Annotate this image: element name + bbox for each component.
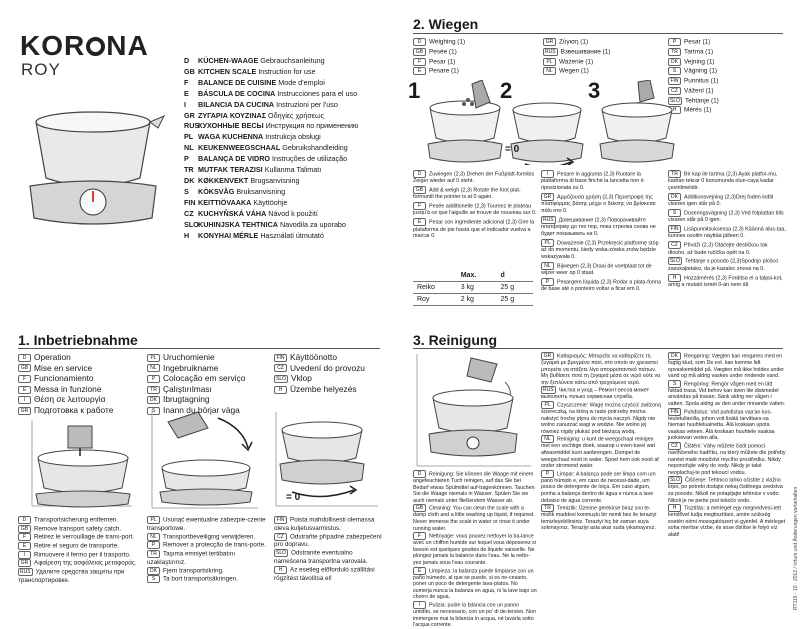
lang-row: CZ KUCHYŇSKÁ VÁHA Návod k použití [184,208,318,218]
lang-row: GB KITCHEN SCALE Instruction for use [184,66,316,76]
list-item: P Pesar (1) [668,38,783,47]
paragraph: DK Additionsvejning (2,3)Drej foden indtil viseren igen står på 0. [668,193,774,208]
list-item: PL Uruchomienie [147,352,245,363]
zero-label: = 0 [505,144,520,155]
logo-o-ring [86,37,105,56]
lang-row: H KONYHAI MÉRLE Használati útmutató [184,230,324,240]
paragraph: RUS Довешивание (2,3) Поворачивайте платформу до тех пор, пока стрелка снова не будет показывать на 0. [541,216,656,238]
operation-list-c [274,352,365,394]
paragraph: E Pesar con ingrediente adicional (2,3) Gire la plataforma de pie hasta que el indicador vuelva a marcar 0. [413,219,535,240]
paragraph: TR Taşıma emniyet tertibatını uzaklaştırınız. [147,550,236,566]
list-item: CZ Uvedení do provozu [274,363,365,374]
list-item: E Messa in funzione [18,384,113,395]
list-item: S Vägning (1) [668,67,783,76]
list-item: FIN Punnitus (1) [668,77,783,86]
list-item: NL Wegen (1) [543,67,663,76]
paragraph: S Doseringsvägning (2,3) Vrid fotplattan tills visaren står på 0 igen. [668,210,784,224]
paragraph: I Rimuovere il fermo per il trasporto. [18,551,140,560]
transport-catch-figure [28,418,138,510]
list-item: PL Ważenie (1) [543,58,663,67]
operation-notes-a [18,516,140,585]
paragraph: F Pesée additionelle (2,3) Tournez le plateau jusqu'à ce que l'aiguille se trouve de nouveau sur 0. [413,203,537,217]
list-item: S Inann du börjar väga [147,405,245,416]
list-item: E Pesare (1) [413,67,538,76]
paragraph: NL Transportbeveiliging verwijderen. [147,533,269,542]
paragraph: SLO Tehtanje s posodo (2,3)Spodnjo plošco zasukajtetako, da je kazalec znova na 0. [668,258,779,272]
list-item: D Operation [18,352,113,363]
paragraph: CZ Čištění: Váhy můžete čistit pomocí navlhčeného hadříku, na který můžete dle potřeby nanést malé množství mycího prostředku. Nikdy neponořujte váhy do vody. Nikdy je také neoplachuj-te pod tekoucí vodou. [668,442,786,476]
section-2-title: 2. Wiegen [413,16,479,32]
list-item: D Weighing (1) [413,38,538,47]
paragraph: D Transportsicherung entfernen. [18,516,140,525]
divider [413,348,783,349]
list-item: GR Ζύγιση (1) [543,38,663,47]
step-number-3: 3 [588,78,601,103]
paragraph: E Limpieza: la balanza puede limpiarse con un paño húmedo, al que se puede, si es ne-cesario, poner un poco de detergente lava-platos. No sumerja nunca la balanza en agua, ni la lave bajo un chorro de agua. [413,567,537,601]
weighing-list-a [413,38,538,77]
operation-list-b [147,352,245,416]
paragraph: SLO Odstranite eventualno namešcena transportna varovala. [274,550,368,566]
divider [413,33,783,34]
paragraph: TR Bir kap ile tartma (2,3) Ayak platfor-mu, kadran tekrar 0 konumunda olun-caya kadar çevirilmelidir. [668,171,778,192]
lang-row: D KÜCHEN-WAAGE Gebrauchsanleitung [184,56,325,65]
table-header: Max. d [413,270,533,282]
scale-illustration [18,90,168,232]
paragraph: GB Remove transport safety catch. [18,525,140,534]
paragraph: PL Usunąć ewentualne zabezpie-czenie transportowe. [147,516,266,532]
paragraph: PL Doważenie (2,3) Przekręcić platformę stóp aż do momentu, kiedy wska-zówka znów będzie wskazywała 0. [541,239,659,260]
paragraph: E Retire el seguro de transporte. [18,542,140,551]
lang-row: RUS КУХОННЫЕ ВЕСЫ Инструкция по применению [184,121,359,131]
paragraph: S Ta bort transportsäkringen. [147,575,269,584]
paragraph: I Pesare in aggiunta (2,3) Ruotare la piattaforma di base finché la lancetta non è riposizionata su 0. [541,171,644,192]
lang-row: P BALANÇA DE VIDRO Instruções de utilização [184,154,348,164]
cleaning-figure [413,352,535,470]
table-row: Reiko 3 kg 25 g [413,282,533,294]
list-item: DK Ibrugtagning [147,394,245,405]
list-item: I Θέση σε λειτουργία [18,394,113,405]
paragraph: P Limpar: A balança pode ser limpa com um pano húmido e, em caso de necessi-dade, um pouco de detergente de loiça. Em caso algum, ponha a balança dentro de água e nunca a lave debaixo de água corrente. [541,470,656,504]
paragraph: RUS Чистка и уход – Ремонт весов может выполнять только сервисная служба. [541,387,650,401]
lang-row: I BILANCIA DA CUCINA Instruzioni per l'uso [184,99,338,109]
cleaning-text-b [541,352,663,532]
section-3-title: 3. Reinigung [413,332,497,348]
weighing-text-a [413,170,541,241]
zero-label: = 0 [286,492,301,503]
lang-row: F BALANCE DE CUISINE Mode d'emploi [184,77,325,87]
paragraph: D Zuwiegen (2,3) Drehen der Fußplatt-formbis Zeiger wieder auf 0 steht. [413,171,535,185]
lang-row: FIN KEITTIÖVAAKA Käyttöohje [184,197,288,207]
divider [18,348,380,349]
list-item: GB Mise en service [18,363,113,374]
paragraph: F Retirez le verrouillage de trans-port. [18,533,140,542]
lang-row: S KÖKSVÅG Bruksanvisning [184,186,286,196]
lang-row: DK KØKKENVEKT Brugsanvisning [184,175,300,185]
list-item: GB Pesée (1) [413,48,538,57]
paragraph: SLO Čiščenje: Tehtnico lahko očistite z vlažno krpo, po potrebi dodajte nekaj čistilnega sredstva za posodo. Nikoli ne potapljajte tehtnice v vodo. Nikoli je ne perite pod tekočo vodo. [668,477,783,504]
paragraph: D Reinigung: Sie können die Waage mit einem angefeuchteten Tuch reinigen, auf das Sie bei Bedarf etwas Spülmittel auf-tragenkönnen. Tauchen Sie die Waage niemals in Wasser. Spülen Sie sie auch niemals unter fließendem Wasser ab. [413,471,535,504]
paragraph: S Rengöring: Rengör vågen med en lätt fuktad trasa. Vid behov kan även lite diskmedel användas på trasan. Sänk aldrig ner vågen i vatten. Spola aldrig av den under rinnande vatten. [668,380,786,407]
step-1-figure [420,78,513,165]
paragraph: FIN Poista mahdollisesti olemassa oleva kuljetusvarmistus. [274,516,375,532]
model-name: ROY [21,60,61,79]
weighing-text-c [668,170,786,290]
list-item: TR Çalıştırılması [147,384,245,395]
lang-row: PL WAGA KUCHENNA Instrukcja obsługi [184,132,321,142]
paragraph: DK Rengøring: Vægten kan rengøres med en fugtig klud, som De evt. kan komme lidt opvaskemiddel på. Vægten må ikke holdes under vand og må aldrig vaskes under rindende vand. [668,353,785,380]
weighing-text-b [541,170,665,294]
list-item: GR Подготовка к работе [18,405,113,416]
remove-catch-figure [148,408,263,514]
paragraph: I Pulizia: pulire la bilancia con un panno umidito, se necessario, con un po' di de-tersivo. Non immergere mai la bilancia in acqua, né lavarla sotto l'acqua corrente. [413,601,536,629]
paragraph: CZ Přiváží (2,3) Otáčejte destičkou tak dlouho, až bude ručička opět na 0. [668,242,768,256]
lang-row: TR MUTFAK TERAZISI Kullanma Talimatı [184,165,322,175]
paragraph: NL Reiniging: u kunt de weegschaal reinigen met een vochtige doek, waarop u even-tueel wat afwasmiddel kunt aanbrengen. Dompel de weegschaal nooit in water. Spoel hem ook nooit af onder stromend water. [541,436,659,470]
paragraph: FIN Puhdistus: Voit puhdistaa vaa'an kos-teutetullanilla, johon voit lisätä tarvittaes-sa hieman huuhteluainetta. Älä koskaan upota vaakaa veteen. Älä koskaan huuhtele vaakaa juoksevan veden alla. [668,408,775,442]
step-3-figure [592,80,682,165]
cleaning-text-c [668,352,786,538]
lang-row: NL KEUKENWEEGSCHAAL Gebruikshandleiding [184,143,348,153]
step-number-2: 2 [500,78,513,103]
paragraph: P Remover a protecção de trans-porte. [147,541,269,550]
language-list [184,56,358,241]
operation-notes-c [274,516,386,583]
specs-table [413,270,533,306]
operation-list-a [18,352,113,416]
step-number-1: 1 [408,78,421,103]
paragraph: CZ Odstraňte případné zabezpečení pro dopravu. [274,533,382,549]
paragraph: H Hozzámérés (2,3) Forditsa el a talpsi-kot, amíg a mutató ismét 0-án nem áll. [668,274,783,288]
paragraph: GB Add & weigh (2,3) Rotate the foot plat-formuntil the pointer is at 0 again. [413,187,521,201]
list-item: CZ Vážení (1) [668,87,783,96]
weighing-list-b [543,38,663,77]
paragraph: PL Czyszczenie: Wagę można czyścić zwilżoną ściereczką, na którą w razie potrzeby można nałożyć trochę płynu do mycia naczyń. Nigdy nie wolno zanurzać wagi w wodzie. Nie wolno jej również nigdy płukać pod bieżącą wodą. [541,401,662,435]
list-item: P Colocação em serviço [147,373,245,384]
paragraph: GR Αφαίρεση της ασφάλειας μεταφοράς. [18,559,140,568]
paragraph: NL Bijwegen (2,3) Draai de voetplaat tot de wijzer weer op 0 staat. [541,262,652,277]
lang-row: E BÁSCULA DE COCINA Instrucciones para el uso [184,88,358,98]
list-item: FIN Käyttöönotto [274,352,365,363]
cleaning-text-a [413,470,537,629]
list-item: H Üzembe helyezés [274,384,365,395]
brand-logo: KOR NA [20,30,149,61]
list-item: RUS Взвешивание (1) [545,48,611,56]
paragraph: GR Αρμόζουσα χρήση (2,3) Περιστροφή της πλατφόρμας βάσης μέχρι ο δείκτης να βρίσκεται πάλι στο 0. [541,193,656,215]
list-item: F Funcionamiento [18,373,113,384]
paragraph: TR Temizlik: Üzerine gerekirse biraz sıvı te-mizlik maddesi konmuşlu bir nemli bez ile teraziyi temizleyebilirsiniz. Teraziyi hiç bir zaman suya sokmayınız. Teraziyi asla akar suda yıkamayınız. [541,505,657,532]
paragraph: RUS Удалите средства защиты при транспортировке. [18,568,125,584]
lang-row: SLO KUHINJSKA TEHTNICA Navodila za uporabo [184,219,346,229]
operation-notes-b [147,516,269,584]
list-item: SLO Tehtanje (1) [670,97,719,105]
table-row: Roy 2 kg 25 g [413,294,533,306]
paragraph: P Pesargem líquida (2,3) Rodar a plata-forma de base até o ponteiro voltar a ficar em 0. [541,278,661,293]
list-item: SLO Vklop [276,373,312,384]
lang-row: GR ΖΥΓΑΡΙΑ ΚΟΥΖΙΝΑΣ Οδηγίες χρήσεως [184,110,325,120]
list-item: H Mérés (1) [668,106,783,115]
list-item: NL Ingebruikname [147,363,245,374]
footer-vertical-note: RT115 · 10 · 2012 / Irrtum und Änderungen vorbehalten [793,486,799,610]
paragraph: GR Καθαρισμός: Μπορείτε να καθαρίζετε τη ζυγαριά με βρεγμένο πανί, στο οποίο αν χρειαστεί μπορείτε να στάξετε λίγο απορρυπαντικό πιάτων. Μη βυθίσετε ποτέ τη ζυγαριά μέσα σε νερό ούτε να την ξεπλύνετε κάτω από τρεχούμενο νερό. [541,353,661,386]
weighing-list-c [668,38,783,116]
paragraph: H Az esetleg előforduló szállítási rögzítést távolítsa el! [274,566,375,582]
list-item: DK Vejning (1) [668,58,783,67]
paragraph: H Tisztítás: a mérleget egy megnedvesí-tett kendővel tudja megtisztítani, amire szükség esetén némi mosogatószert vi-gyenfel. A mérleget soha merítse vízbe, és sose öblítse le folyó víz alatt! [668,505,786,538]
list-item: F Pesar (1) [413,58,538,67]
paragraph: DK Fjern transportsikring. [147,567,269,576]
section-1-title: 1. Inbetriebnahme [18,332,138,348]
paragraph: FIN Lisäpunnitsuksessa (2,3) Käännä alus-taa, kunnes osoitin näyttää jälleen 0. [668,226,786,240]
paragraph: F Nettoyage: vous pouvez nettoyer la ba-lance avec un chiffon humide sur lequel vous déposerez si besoin est quelques gouttes de liquide vaisselle. Ne plongez jamais la balance dans l'eau. Ne la netto-yez jamais sous l'eau courante. [413,533,536,566]
paragraph: GB Cleaning: You can clean the scale with a damp cloth and a little washing up liquid, if required. Never immerse the scale in water or rinse it under running water. [413,505,535,532]
list-item: TR Tartma (1) [668,48,783,57]
